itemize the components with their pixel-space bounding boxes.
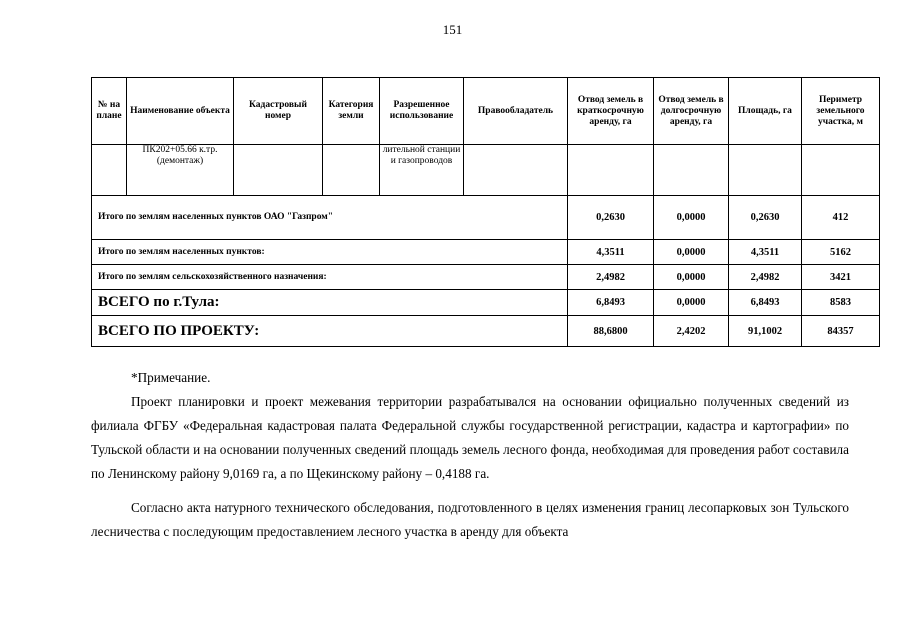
total-area: 4,3511 <box>729 240 802 265</box>
land-allocation-table <box>91 77 880 347</box>
note-paragraph-1: Проект планировки и проект межевания территории разрабатывался на основании официально полученных сведений из филиала ФГБУ «Федеральная кадастровая палата Федеральной службы государственной регистрации, кадастра и картографии» по Тульской области и на основании полученных сведений площадь земель лесного фонда, необходимая для проведения работ составила по Ленинскому району 9,0169 га, а по Щекинскому району – 0,4188 га. <box>91 394 849 481</box>
total-short-lease: 0,2630 <box>568 196 654 240</box>
total-label: Итого по землям населенных пунктов: <box>92 240 568 265</box>
total-long-lease: 0,0000 <box>654 196 729 240</box>
cell-owner <box>464 145 568 196</box>
total-label: Итого по землям сельскохозяйственного назначения: <box>92 265 568 290</box>
total-long-lease: 0,0000 <box>654 265 729 290</box>
header-cell-perimeter: Периметр земельного участка, м <box>802 78 880 145</box>
total-long-lease: 0,0000 <box>654 290 729 316</box>
total-short-lease: 2,4982 <box>568 265 654 290</box>
header-cell-area: Площадь, га <box>729 78 802 145</box>
total-perimeter: 84357 <box>802 316 880 347</box>
total-row-project <box>92 316 880 347</box>
total-area: 91,1002 <box>729 316 802 347</box>
total-label: ВСЕГО по г.Тула: <box>92 290 568 316</box>
note-heading: *Примечание. <box>131 370 211 385</box>
cell-cadastral <box>234 145 323 196</box>
header-cell-owner: Правообладатель <box>464 78 568 145</box>
total-long-lease: 2,4202 <box>654 316 729 347</box>
page-number: 151 <box>442 22 463 37</box>
header-cell-cadastral: Кадастровый номер <box>234 78 323 145</box>
total-row-gazprom <box>92 196 880 240</box>
header-cell-usage: Разрешенное использование <box>380 78 464 145</box>
total-long-lease: 0,0000 <box>654 240 729 265</box>
total-row-tula <box>92 290 880 316</box>
header-cell-name: Наименование объекта <box>127 78 234 145</box>
total-area: 0,2630 <box>729 196 802 240</box>
cell-name: ПК202+05.66 к.тр. (демонтаж) <box>127 145 234 196</box>
total-area: 2,4982 <box>729 265 802 290</box>
total-label: Итого по землям населенных пунктов ОАО "Газпром" <box>92 196 568 240</box>
total-area: 6,8493 <box>729 290 802 316</box>
total-label: ВСЕГО ПО ПРОЕКТУ: <box>92 316 568 347</box>
note-paragraph-2: Согласно акта натурного технического обследования, подготовленного в целях изменения границ лесопарковых зон Тульского лесничества с последующим предоставлением лесного участка в аренду для объекта <box>91 500 849 539</box>
table-row <box>92 145 880 196</box>
total-perimeter: 8583 <box>802 290 880 316</box>
total-short-lease: 4,3511 <box>568 240 654 265</box>
total-short-lease: 88,6800 <box>568 316 654 347</box>
total-perimeter: 412 <box>802 196 880 240</box>
cell-category <box>323 145 380 196</box>
header-cell-long-lease: Отвод земель в долгосрочную аренду, га <box>654 78 729 145</box>
total-row-agricultural <box>92 265 880 290</box>
total-short-lease: 6,8493 <box>568 290 654 316</box>
cell-area <box>729 145 802 196</box>
header-cell-short-lease: Отвод земель в краткосрочную аренду, га <box>568 78 654 145</box>
total-perimeter: 5162 <box>802 240 880 265</box>
cell-short-lease <box>568 145 654 196</box>
total-perimeter: 3421 <box>802 265 880 290</box>
total-row-settlements <box>92 240 880 265</box>
header-cell-category: Категория земли <box>323 78 380 145</box>
cell-long-lease <box>654 145 729 196</box>
cell-usage: лительной станции и газопроводов <box>380 145 464 196</box>
header-cell-num: № на плане <box>92 78 127 145</box>
cell-perimeter <box>802 145 880 196</box>
cell-num <box>92 145 127 196</box>
table-header-row <box>92 78 880 145</box>
